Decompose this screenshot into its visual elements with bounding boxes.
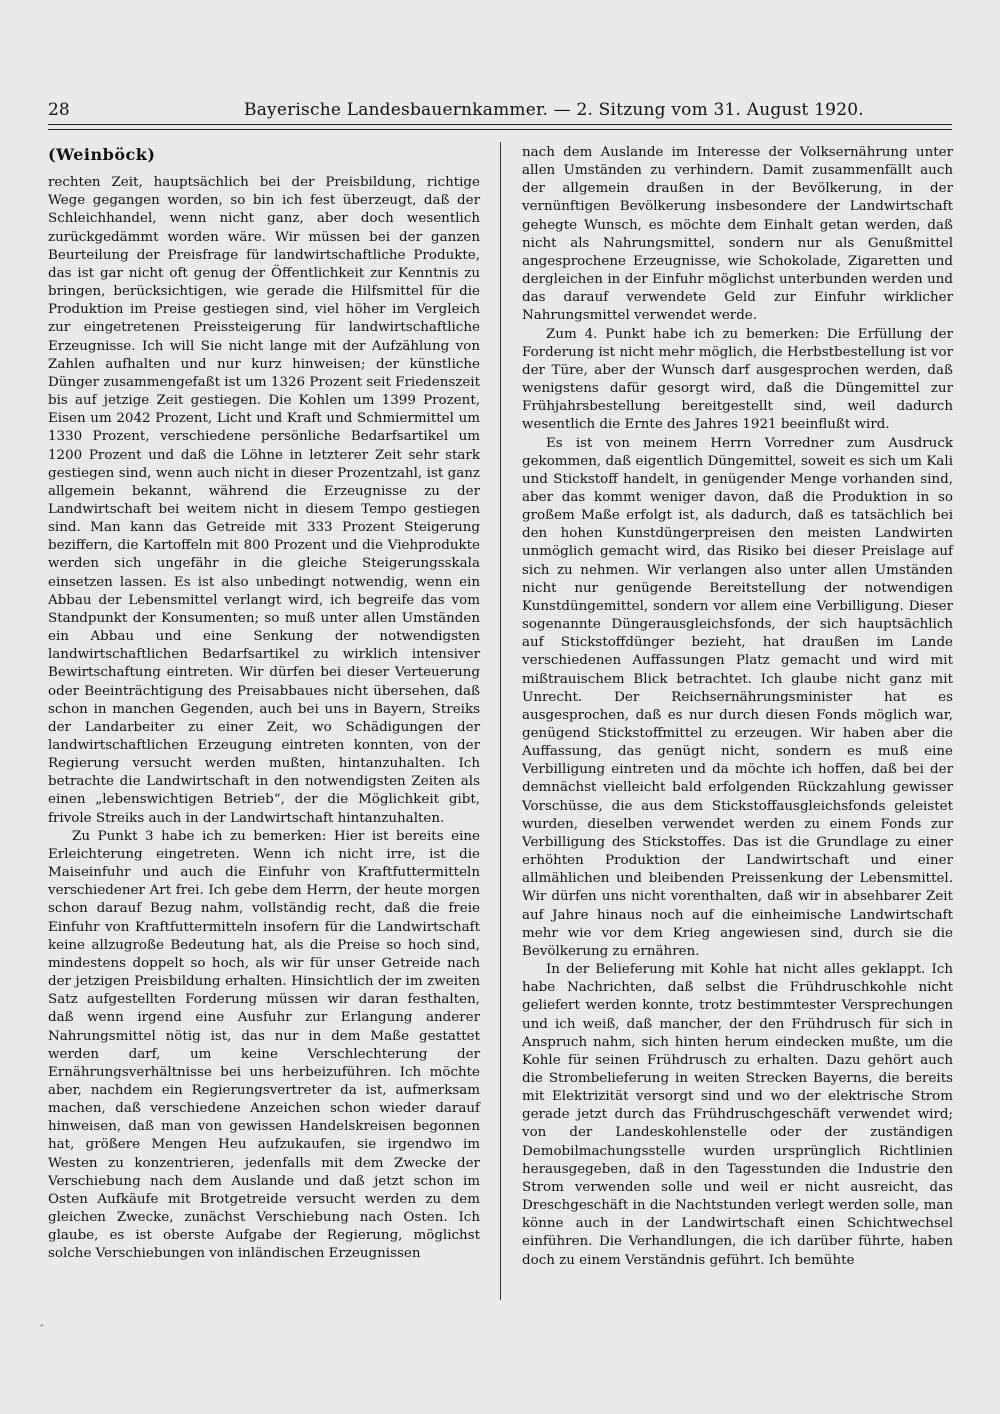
scan-mark: ″ — [40, 1324, 44, 1335]
column-divider — [500, 142, 501, 1300]
left-paragraph-1: rechten Zeit, hauptsächlich bei der Preisbildung, richtige Wege gegangen worden, so bin ich fest überzeugt, daß der Schleichhandel, wenn nicht ganz, aber doch wesentlich zurückgedämmt worden wäre. Wir müssen bei der ganzen Beurteilung der Preisfrage für landwirtschaftliche Produkte, das ist gar nicht oft genug der Öffentlichkeit zur Kenntnis zu bringen, berücksichtigen, wie gerade die Hilfsmittel für die Produktion im Preise gestiegen sind, viel höher im Vergleich zur eingetretenen Preissteigerung für landwirtschaftliche Erzeugnisse. Ich will Sie nicht lange mit der Aufzählung von Zahlen aufhalten und nur kurz hinweisen; der künstliche Dünger zusammengefaßt ist um 1326 Prozent seit Friedenszeit bis auf jetzige Zeit gestiegen. Die Kohlen um 1399 Prozent, Eisen um 2042 Prozent, Licht und Kraft und Schmiermittel um 1330 Prozent, verschiedene persönliche Bedarfsartikel um 1200 Prozent und daß die Löhne in letzterer Zeit sehr stark gestiegen sind, wenn auch nicht in dieser Prozentzahl, ist ganz allgemein bekannt, während die Erzeugnisse zu der Landwirtschaft bei weitem nicht in diesem Tempo gestiegen sind. Man kann das Getreide mit 333 Prozent Steigerung beziffern, die Kartoffeln mit 800 Prozent und die Viehprodukte werden sich ungefähr in die gleiche Steigerungsskala einsetzen lassen. Es ist also unbedingt notwendig, wenn ein Abbau der Lebensmittel verlangt wird, ich begreife das vom Standpunkt der Konsumenten; so muß unter allen Umständen ein Abbau und eine Senkung der notwendigsten landwirtschaftlichen Bedarfsartikel zu wirklich intensiver Bewirtschaftung eintreten. Wir dürfen bei dieser Verteuerung oder Beeinträchtigung des Preisabbaues nicht übersehen, daß schon in manchen Gegenden, auch bei uns in Bayern, Streiks der Landarbeiter zu einer Zeit, wo Schädigungen der landwirtschaftlichen Erzeugung eintreten konnten, von der Regierung versucht werden mußten, hintanzuhalten. Ich betrachte die Landwirtschaft in den notwendigsten Zeiten als einen „lebenswichtigen Betrieb“, der die Möglichkeit gibt, frivole Streiks auch in der Landwirtschaft hintanzuhalten. — [48, 175, 480, 826]
left-paragraph-2: Zu Punkt 3 habe ich zu bemerken: Hier ist bereits eine Erleichterung eingetreten. Wenn ich nicht irre, ist die Maiseinfuhr und auch die Einfuhr von Kraftfuttermitteln verschiedener Art frei. Ich gebe dem Herrn, der heute morgen schon darauf Bezug nahm, vollständig recht, daß die freie Einfuhr von Kraftfuttermitteln insofern für die Landwirtschaft keine allzugroße Bedeutung hat, als die Preise so hoch sind, mindestens doppelt so hoch, als wir für unser Getreide nach der jetzigen Preisbildung erhalten. Hinsichtlich der im zweiten Satz aufgestellten Forderung müssen wir daran festhalten, daß wenn irgend eine Ausfuhr zur Erlangung anderer Nahrungsmittel nötig ist, das nur in dem Maße gestattet werden darf, um keine Verschlechterung der Ernährungsverhältnisse bei uns herbeizuführen. Ich möchte aber, nachdem ein Regierungsvertreter da ist, aufmerksam machen, daß verschiedene Anzeichen schon wieder darauf hinweisen, daß man von gewissen Handelskreisen begonnen hat, größere Mengen Heu aufzukaufen, sie irgendwo im Westen zu konzentrieren, jedenfalls mit dem Zwecke der Verschiebung nach dem Auslande und daß jetzt schon im Osten Aufkäufe mit Brotgetreide versucht werden zu dem gleichen Zwecke, zunächst Verschiebung nach Osten. Ich glaube, es ist oberste Aufgabe der Regierung, möglichst solche Verschiebungen von inländischen Erzeugnissen — [48, 828, 480, 1262]
right-paragraph-4: In der Belieferung mit Kohle hat nicht alles geklappt. Ich habe Nachrichten, daß selbst die Frühdruschkohle nicht geliefert werden konnte, trotz bestimmtester Versprechungen und ich weiß, daß mancher, der den Frühdrusch für sich in Anspruch nahm, sich hinten herum eindecken mußte, um die Kohle für seinen Frühdrusch zu erhalten. Dazu gehört auch die Strombelieferung in weiten Strecken Bayerns, die bereits mit Elektrizität versorgt sind und wo der elektrische Strom gerade jetzt durch das Frühdruschgeschäft verwendet wird; von der Landeskohlenstelle oder der zuständigen Demobilmachungsstelle wurden ursprünglich Richtlinien herausgegeben, daß in den Tagesstunden die Industrie den Strom verwenden solle und weil er nicht ausreicht, das Dreschgeschäft in die Nachtstunden verlegt werden solle, man könne auch in der Landwirtschaft einen Schichtwechsel einführen. Die Verhandlungen, die ich darüber führte, haben doch zu einem Verständnis geführt. Ich bemühte — [522, 962, 953, 1268]
right-paragraph-1: nach dem Auslande im Interesse der Volksernährung unter allen Umständen zu verhindern. Damit zusammenfällt auch der allgemein draußen in der Bevölkerung, in der vernünftigen Bevölkerung insbesondere der Landwirtschaft gehegte Wunsch, es möchte dem Einhalt getan werden, daß nicht als Nahrungsmittel, sondern nur als Genußmittel angesprochene Erzeugnisse, wie Schokolade, Zigaretten und dergleichen in der Einfuhr möglichst unterbunden werden und das darauf verwendete Geld zur Einfuhr wirklicher Nahrungsmittel verwendet werde. — [522, 145, 953, 324]
left-column — [48, 142, 480, 1264]
page-number: 28 — [48, 100, 70, 120]
page-header — [48, 96, 952, 124]
right-column — [522, 144, 953, 1270]
right-paragraph-3: Es ist von meinem Herrn Vorredner zum Ausdruck gekommen, daß eigentlich Düngemittel, soweit es sich um Kali und Stickstoff handelt, in genügender Menge vorhanden sind, aber das kommt weniger davon, daß die Produktion in so großem Maße erfolgt ist, als dadurch, daß es tatsächlich bei den hohen Kunstdüngerpreisen den meisten Landwirten unmöglich gemacht wird, das Risiko bei dieser Preislage auf sich zu nehmen. Wir verlangen also unter allen Umständen nicht nur genügende Bereitstellung der notwendigen Kunstdüngemittel, sondern vor allem eine Verbilligung. Dieser sogenannte Düngerausgleichsfonds, der sich hauptsächlich auf Stickstoffdünger bezieht, hat draußen im Lande verschiedenen Auffassungen Platz gemacht und wird mit mißtrauischem Blick betrachtet. Ich glaube nicht ganz mit Unrecht. Der Reichsernährungsminister hat es ausgesprochen, daß es nur durch diesen Fonds möglich war, genügend Stickstoffmittel zu erzeugen. Wir haben aber die Auffassung, das genügt nicht, sondern es muß eine Verbilligung eintreten und da möchte ich hoffen, daß bei der demnächst vielleicht bald erfolgenden Rückzahlung gewisser Vorschüsse, die aus dem Stickstoffausgleichsfonds geleistet wurden, dieselben verwendet werden zu einem Fonds zur Verbilligung des Stickstoffes. Das ist die Grundlage zu einer erhöhten Produktion der Landwirtschaft und einer allmählichen und bleibenden Preissenkung der Lebensmittel. Wir dürfen uns nicht vorenthalten, daß wir in absehbarer Zeit auf Jahre hinaus noch auf die einheimische Landwirtschaft mehr wie vor dem Krieg angewiesen sind, durch sie die Bevölkerung zu ernähren. — [522, 435, 953, 959]
right-paragraph-2: Zum 4. Punkt habe ich zu bemerken: Die Erfüllung der Forderung ist nicht mehr möglich, die Herbstbestellung ist vor der Türe, aber der Wunsch darf ausgesprochen werden, daß wenigstens dafür gesorgt wird, daß die Düngemittel zur Frühjahrsbestellung bereitgestellt sind, weil dadurch wesentlich die Ernte des Jahres 1921 beeinflußt wird. — [522, 326, 953, 433]
speaker-name: (Weinböck) — [48, 145, 156, 164]
running-title: Bayerische Landesbauernkammer. — 2. Sitzung vom 31. August 1920. — [244, 100, 864, 120]
header-rule — [48, 124, 952, 130]
